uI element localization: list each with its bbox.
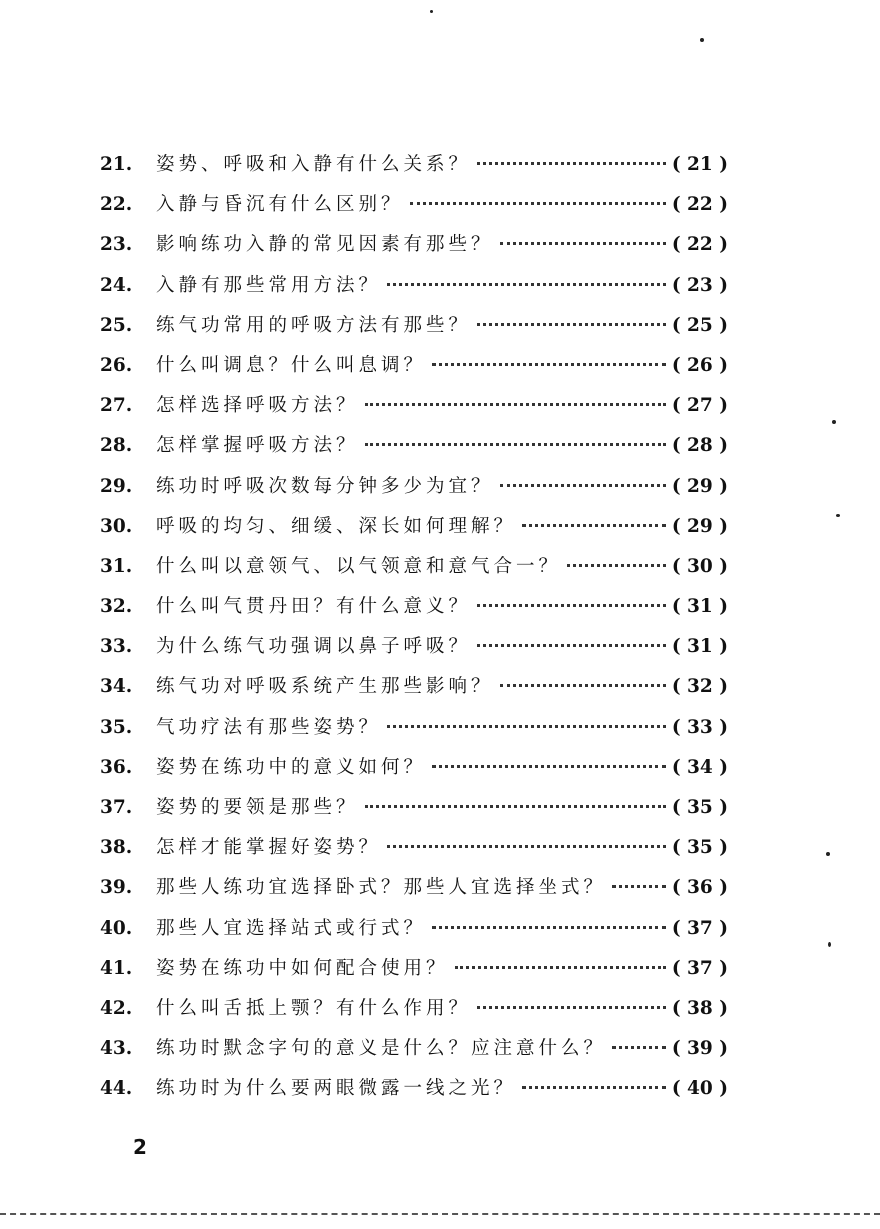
toc-entry	[100, 914, 728, 954]
toc-dot-leader	[612, 885, 666, 888]
toc-entry-number: 36.	[100, 756, 133, 778]
toc-dot-leader	[432, 765, 666, 768]
toc-entry	[100, 833, 728, 873]
toc-entry-number: 42.	[100, 997, 133, 1019]
toc-entry-number: 31.	[100, 555, 133, 577]
page-number: 2	[133, 1135, 147, 1159]
toc-dot-leader	[432, 363, 666, 366]
scan-speck	[700, 38, 704, 42]
scan-speck	[832, 420, 836, 424]
toc-entry-number: 33.	[100, 636, 133, 658]
toc-entry-page: ( 22 )	[671, 194, 728, 216]
toc-entry-number: 35.	[100, 716, 133, 738]
toc-dot-leader	[567, 564, 666, 567]
toc-dot-leader	[477, 162, 666, 165]
toc-entry	[100, 592, 728, 632]
toc-entry-number: 41.	[100, 957, 133, 979]
toc-entry-number: 39.	[100, 877, 133, 899]
toc-entry-number: 26.	[100, 354, 133, 376]
toc-dot-leader	[477, 323, 666, 326]
toc-dot-leader	[500, 242, 666, 245]
toc-entry-number: 32.	[100, 596, 133, 618]
toc-entry	[100, 793, 728, 833]
scan-speck	[430, 10, 433, 13]
toc-entry	[100, 391, 728, 431]
toc-entry	[100, 1074, 728, 1114]
toc-entry	[100, 632, 728, 672]
toc-entry-title: 那些人练功宜选择卧式？那些人宜选择坐式？	[156, 877, 607, 899]
toc-entry	[100, 271, 728, 311]
toc-entry-page: ( 35 )	[671, 837, 728, 859]
toc-entry-page: ( 29 )	[671, 515, 728, 537]
toc-dot-leader	[410, 202, 666, 205]
toc-entry-title: 入静有那些常用方法？	[156, 274, 382, 296]
toc-entry-page: ( 40 )	[671, 1078, 728, 1100]
toc-dot-leader	[477, 1006, 666, 1009]
toc-entry	[100, 954, 728, 994]
toc-entry-number: 24.	[100, 274, 133, 296]
toc-dot-leader	[477, 604, 666, 607]
toc-entry-page: ( 38 )	[671, 997, 728, 1019]
toc-entry-page: ( 25 )	[671, 314, 728, 336]
toc-entry-title: 练气功常用的呼吸方法有那些？	[156, 314, 472, 336]
toc-entry-number: 44.	[100, 1078, 133, 1100]
toc-entry-number: 34.	[100, 676, 133, 698]
toc-dot-leader	[387, 283, 666, 286]
toc-entry-title: 练功时呼吸次数每分钟多少为宜？	[156, 475, 494, 497]
toc-entry-title: 姿势的要领是那些？	[156, 797, 359, 818]
toc-entry-page: ( 33 )	[671, 716, 728, 738]
toc-entry-page: ( 28 )	[671, 435, 728, 457]
toc-entry-number: 29.	[100, 475, 133, 497]
toc-dot-leader	[477, 644, 666, 647]
toc-entry-title: 姿势在练功中如何配合使用？	[156, 957, 449, 979]
toc-dot-leader	[365, 443, 666, 446]
toc-entry	[100, 873, 728, 913]
toc-entry-page: ( 23 )	[671, 274, 728, 296]
toc-entry-title: 怎样掌握呼吸方法？	[156, 435, 359, 457]
toc-dot-leader	[500, 684, 666, 687]
toc-entry-page: ( 37 )	[671, 917, 728, 939]
toc-entry-page: ( 22 )	[671, 234, 728, 256]
toc-entry	[100, 672, 728, 712]
toc-dot-leader	[432, 926, 666, 929]
toc-entry-title: 影响练功入静的常见因素有那些？	[156, 234, 494, 256]
toc-entry-title: 为什么练气功强调以鼻子呼吸？	[156, 636, 472, 658]
toc-entry-number: 30.	[100, 515, 133, 537]
toc-dot-leader	[387, 725, 666, 728]
scan-speck	[836, 514, 840, 517]
toc-entry-page: ( 21 )	[671, 154, 728, 175]
toc-entry	[100, 431, 728, 471]
toc-entry-title: 什么叫舌抵上颚？有什么作用？	[156, 997, 472, 1019]
toc-entry-number: 40.	[100, 917, 133, 939]
toc-entry-number: 28.	[100, 435, 133, 457]
toc-dot-leader	[522, 1086, 666, 1089]
toc-entry	[100, 190, 728, 230]
toc-entry	[100, 230, 728, 270]
toc-entry-page: ( 36 )	[671, 877, 728, 899]
toc-entry-page: ( 26 )	[671, 354, 728, 376]
scan-edge-line	[0, 1213, 880, 1215]
toc-dot-leader	[500, 484, 666, 487]
toc-entry	[100, 351, 728, 391]
toc-entry	[100, 552, 728, 592]
toc-entry-page: ( 29 )	[671, 475, 728, 497]
toc-entry-page: ( 39 )	[671, 1038, 728, 1060]
toc-entry-title: 什么叫以意领气、以气领意和意气合一？	[156, 555, 562, 577]
scan-speck	[828, 942, 831, 947]
toc-entry-title: 怎样选择呼吸方法？	[156, 395, 359, 417]
toc-entry-title: 呼吸的均匀、细缓、深长如何理解？	[156, 515, 517, 537]
toc-entry-number: 22.	[100, 194, 133, 216]
toc-entry-title: 气功疗法有那些姿势？	[156, 716, 382, 738]
toc-dot-leader	[365, 805, 666, 808]
toc-dot-leader	[612, 1046, 666, 1049]
toc-entry	[100, 150, 728, 190]
toc-entry-number: 25.	[100, 314, 133, 336]
toc-entry-page: ( 30 )	[671, 555, 728, 577]
toc-entry-title: 什么叫调息？什么叫息调？	[156, 354, 427, 376]
toc-dot-leader	[365, 403, 666, 406]
toc-entry	[100, 1034, 728, 1074]
toc-entry	[100, 472, 728, 512]
toc-entry-title: 练气功对呼吸系统产生那些影响？	[156, 676, 494, 698]
toc-entry-number: 38.	[100, 837, 133, 859]
toc-entry-page: ( 31 )	[671, 636, 728, 658]
toc-entry-page: ( 34 )	[671, 756, 728, 778]
toc-entry-title: 姿势在练功中的意义如何？	[156, 756, 427, 778]
toc-entry-title: 入静与昏沉有什么区别？	[156, 194, 404, 216]
toc-entry	[100, 512, 728, 552]
toc-entry-number: 27.	[100, 395, 133, 417]
toc-entry-title: 怎样才能掌握好姿势？	[156, 837, 382, 859]
toc-entry-number: 21.	[100, 154, 133, 175]
toc-entry-page: ( 37 )	[671, 957, 728, 979]
toc-entry	[100, 753, 728, 793]
toc-entry-title: 练功时为什么要两眼微露一线之光？	[156, 1078, 517, 1100]
toc-entry-page: ( 35 )	[671, 797, 728, 818]
toc-entry-title: 姿势、呼吸和入静有什么关系？	[156, 154, 472, 175]
toc-entry-title: 练功时默念字句的意义是什么？应注意什么？	[156, 1038, 607, 1060]
scan-speck	[826, 852, 830, 856]
toc-entry-title: 什么叫气贯丹田？有什么意义？	[156, 596, 472, 618]
toc-entry-number: 37.	[100, 797, 133, 818]
toc-entry-page: ( 31 )	[671, 596, 728, 618]
toc-entry-title: 那些人宜选择站式或行式？	[156, 917, 427, 939]
toc-entry	[100, 713, 728, 753]
toc-entry	[100, 311, 728, 351]
toc-entry	[100, 994, 728, 1034]
table-of-contents	[100, 150, 728, 1115]
toc-entry-page: ( 27 )	[671, 395, 728, 417]
toc-entry-number: 43.	[100, 1038, 133, 1060]
toc-dot-leader	[522, 524, 666, 527]
toc-dot-leader	[387, 845, 666, 848]
toc-entry-number: 23.	[100, 234, 133, 256]
toc-dot-leader	[455, 966, 666, 969]
toc-entry-page: ( 32 )	[671, 676, 728, 698]
